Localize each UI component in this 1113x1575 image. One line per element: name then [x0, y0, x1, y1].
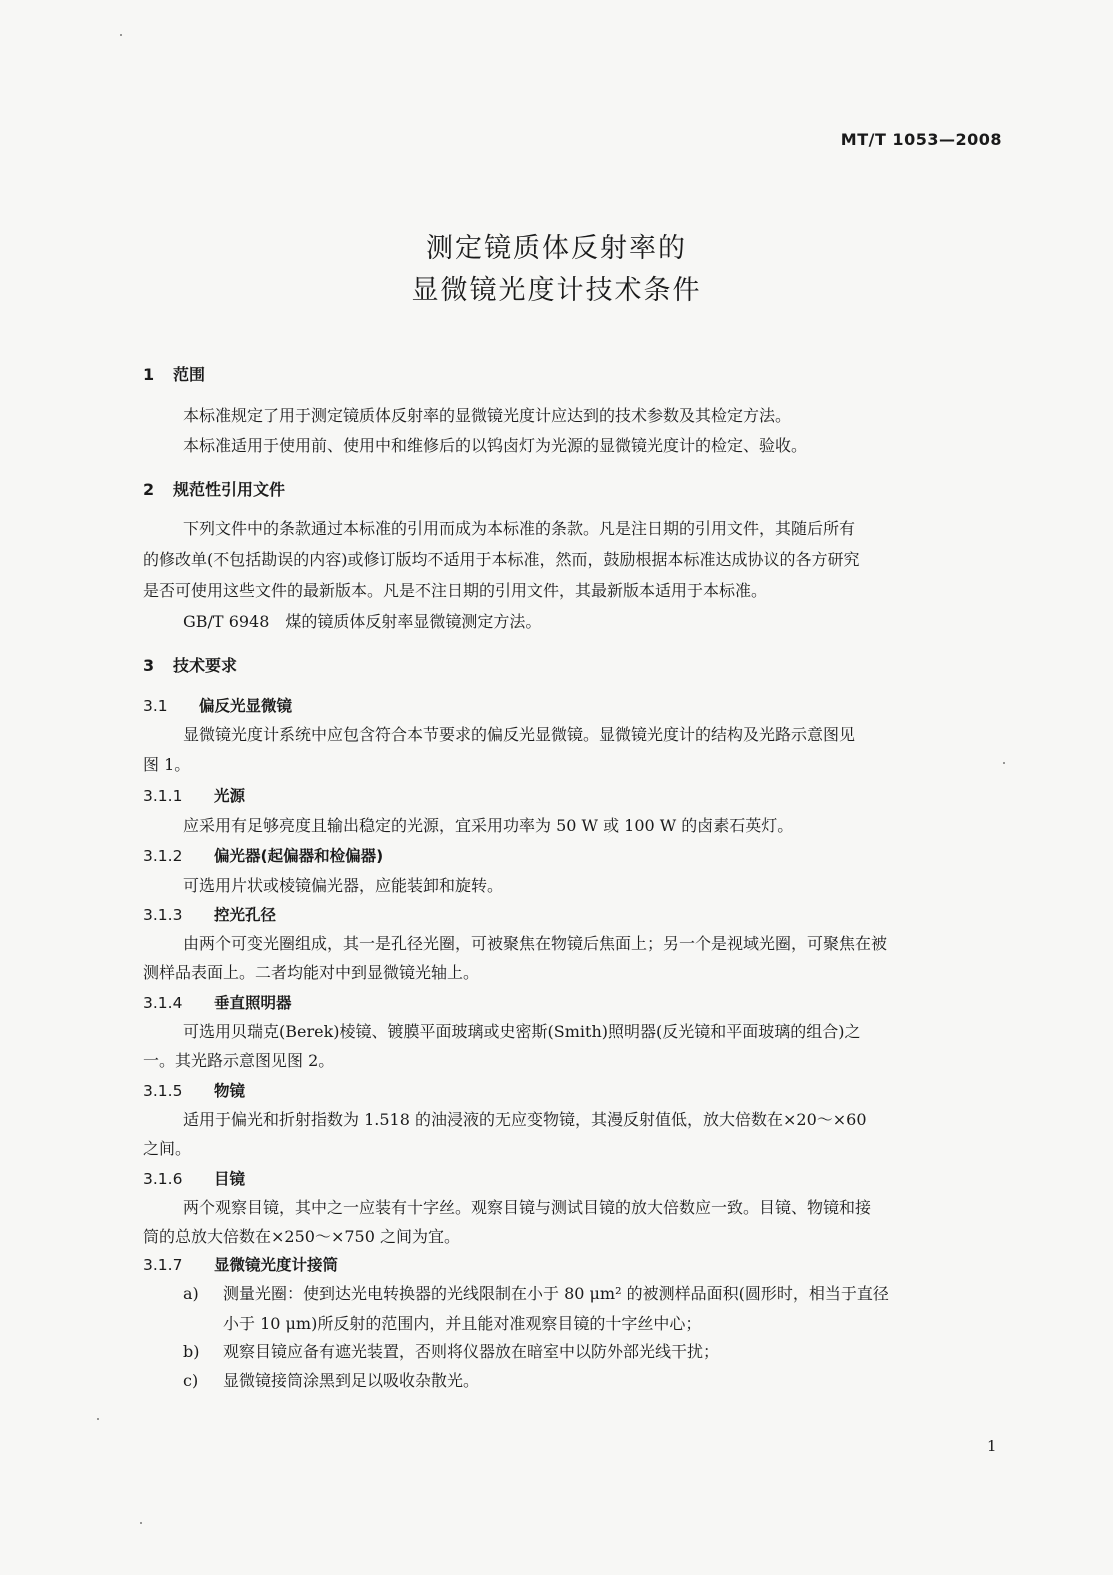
subsection-title: 垂直照明器: [214, 994, 292, 1012]
scan-speck: [140, 1522, 142, 1524]
subsection-number: 3.1.5: [143, 1082, 183, 1100]
paragraph-line: 筒的总放大倍数在×250～×750 之间为宜。: [143, 1227, 460, 1246]
section-number: 1: [143, 365, 155, 384]
subsection-title: 偏反光显微镜: [199, 697, 293, 715]
list-marker: b): [183, 1342, 200, 1361]
subsection-title: 显微镜光度计接筒: [214, 1256, 339, 1274]
list-item-b: [183, 1339, 719, 1362]
paragraph-line: 显微镜光度计系统中应包含符合本节要求的偏反光显微镜。显微镜光度计的结构及光路示意图见: [183, 725, 856, 744]
list-item-c: [183, 1368, 479, 1391]
list-marker: a): [183, 1284, 199, 1303]
scan-speck: [1003, 762, 1005, 764]
subsection-heading-3-1-4: [143, 991, 292, 1013]
section-number: 2: [143, 480, 155, 499]
list-marker: c): [183, 1371, 199, 1390]
section-heading-2: [143, 477, 285, 500]
paragraph-line: 由两个可变光圈组成，其一是孔径光圈，可被聚焦在物镜后焦面上；另一个是视域光圈，可聚焦在被: [183, 934, 888, 953]
paragraph-line: 测样品表面上。二者均能对中到显微镜光轴上。: [143, 963, 480, 982]
subsection-title: 偏光器(起偏器和检偏器): [214, 847, 384, 865]
paragraph-line: 是否可使用这些文件的最新版本。凡是不注日期的引用文件，其最新版本适用于本标准。: [143, 581, 768, 600]
subsection-number: 3.1.1: [143, 787, 183, 805]
subsection-heading-3-1-5: [143, 1079, 245, 1101]
subsection-title: 光源: [214, 787, 246, 805]
subsection-heading-3-1-2: [143, 844, 383, 866]
subsection-heading-3-1-3: [143, 903, 276, 925]
list-item-text: 显微镜接筒涂黑到足以吸收杂散光。: [223, 1371, 480, 1390]
subsection-title: 物镜: [214, 1082, 246, 1100]
subsection-number: 3.1.3: [143, 906, 183, 924]
section-number: 3: [143, 656, 155, 675]
paragraph: 本标准规定了用于测定镜质体反射率的显微镜光度计应达到的技术参数及其检定方法。: [183, 406, 792, 425]
subsection-number: 3.1: [143, 697, 168, 715]
paragraph-line: 适用于偏光和折射指数为 1.518 的油浸液的无应变物镜，其漫反射值低，放大倍数在×20～×60: [183, 1110, 867, 1129]
section-heading-1: [143, 362, 205, 385]
section-title: 范围: [173, 365, 206, 384]
section-title: 规范性引用文件: [173, 480, 286, 499]
page-number: 1: [987, 1437, 997, 1455]
document-title-line-1: 测定镜质体反射率的: [426, 233, 687, 264]
scan-speck: [120, 34, 122, 36]
paragraph-line: 可选用片状或棱镜偏光器，应能装卸和旋转。: [183, 876, 504, 895]
subsection-number: 3.1.2: [143, 847, 183, 865]
section-heading-3: [143, 653, 237, 676]
normative-reference: GB/T 6948 煤的镜质体反射率显微镜测定方法。: [183, 612, 542, 631]
paragraph-line: 一。其光路示意图见图 2。: [143, 1051, 335, 1070]
paragraph-line: 下列文件中的条款通过本标准的引用而成为本标准的条款。凡是注日期的引用文件，其随后所有: [183, 519, 856, 538]
paragraph-line: 之间。: [143, 1139, 192, 1158]
standard-code: MT/T 1053—2008: [840, 130, 1002, 149]
list-item-continuation: 小于 10 μm)所反射的范围内，并且能对准观察目镜的十字丝中心；: [223, 1314, 702, 1333]
document-title-line-2: 显微镜光度计技术条件: [411, 275, 702, 306]
paragraph-line: 应采用有足够亮度且输出稳定的光源，宜采用功率为 50 W 或 100 W 的卤素石英灯。: [183, 816, 794, 835]
subsection-title: 控光孔径: [214, 906, 277, 924]
scan-speck: [97, 1418, 99, 1420]
paragraph-line: 的修改单(不包括勘误的内容)或修订版均不适用于本标准，然而，鼓励根据本标准达成协议的各方研究: [143, 550, 860, 569]
list-item-a: [183, 1281, 889, 1304]
list-item-text: 测量光圈：使到达光电转换器的光线限制在小于 80 μm² 的被测样品面积(圆形时，相当于直径: [223, 1284, 889, 1303]
list-item-text: 观察目镜应备有遮光装置，否则将仪器放在暗室中以防外部光线干扰；: [223, 1342, 720, 1361]
paragraph-line: 两个观察目镜，其中之一应装有十字丝。观察目镜与测试目镜的放大倍数应一致。目镜、物镜和接: [183, 1198, 872, 1217]
subsection-number: 3.1.4: [143, 994, 183, 1012]
subsection-number: 3.1.6: [143, 1170, 183, 1188]
subsection-heading-3-1-6: [143, 1167, 245, 1189]
paragraph: 本标准适用于使用前、使用中和维修后的以钨卤灯为光源的显微镜光度计的检定、验收。: [183, 436, 808, 455]
paragraph-line: 可选用贝瑞克(Berek)棱镜、镀膜平面玻璃或史密斯(Smith)照明器(反光镜和平面玻璃的组合)之: [183, 1022, 861, 1041]
paragraph-line: 图 1。: [143, 755, 191, 774]
subsection-heading-3-1-1: [143, 784, 245, 806]
subsection-number: 3.1.7: [143, 1256, 183, 1274]
section-title: 技术要求: [173, 656, 238, 675]
subsection-heading-3-1: [143, 694, 292, 716]
subsection-heading-3-1-7: [143, 1253, 338, 1275]
subsection-title: 目镜: [214, 1170, 246, 1188]
